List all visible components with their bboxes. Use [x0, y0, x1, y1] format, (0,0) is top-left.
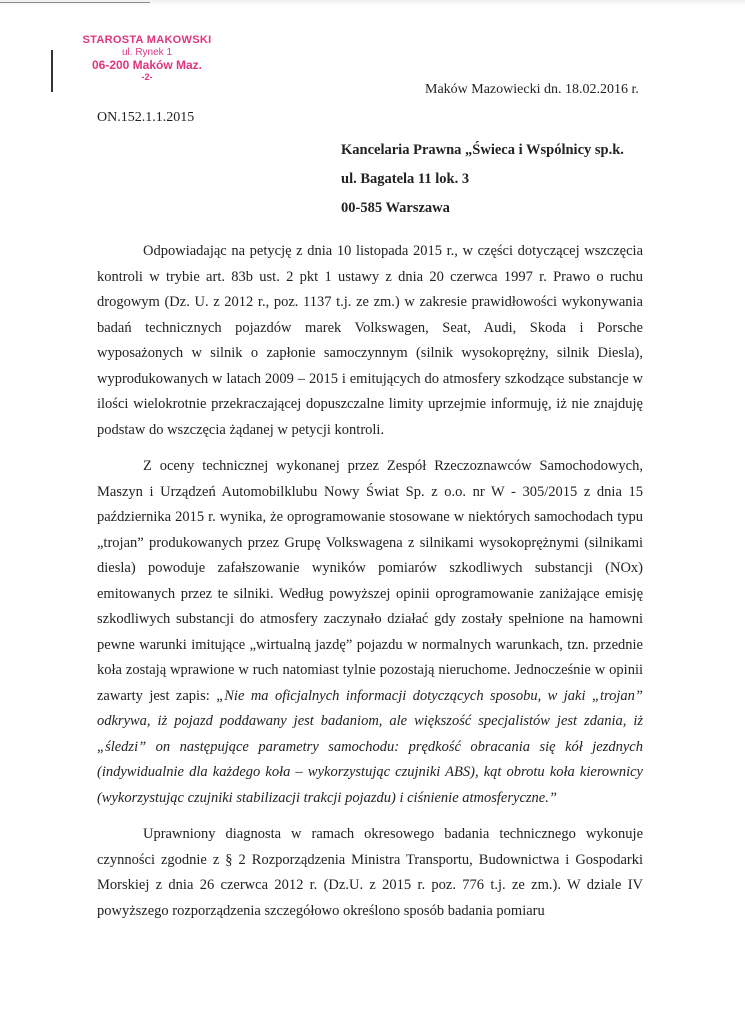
- paragraph-3: Uprawniony diagnosta w ramach okresowego badania technicznego wykonuje czynności zgodnie z § 2 Rozporządzenia Ministra Transportu, Budownictwa i Gospodarki Morskiej z dnia 26 czerwca 2012 r. (Dz.U. z 2015 r. poz. 776 t.j. ze zm.). W dziale IV powyższego rozporządzenia szczegółowo określono sposób badania pomiaru: [97, 826, 643, 919]
- scan-edge: [0, 0, 745, 6]
- stamp-city: 06-200 Maków Maz.: [91, 58, 203, 72]
- letter-body: [97, 239, 643, 924]
- stamp-street: ul. Rynek 1: [121, 47, 173, 58]
- paragraph-2-text: Z oceny technicznej wykonanej przez Zespół Rzeczoznawców Samochodowych, Maszyn i Urządzeń Automobilklubu Nowy Świat Sp. z o.o. nr W - 305/2015 z dnia 15 października 2015 r. wynika, że oprogramowanie stosowane w niektórych samochodach typu „trojan” produkowanych przez Grupę Volkswagena z silnikami wysokoprężnymi (silnikami diesla) powoduje zafałszowanie wyników pomiarów szkodliwych substancji (NOx) emitowanych przez te silniki. Według powyższej opinii oprogramowanie zaniżające emisję szkodliwych substancji do atmosfery zaczynało działać gdy zostały spełnione na hamowni pewne warunki imitujące „wirtualną jazdę” pojazdu w normalnych warunkach, tzn. przednie koła zostają wprawione w ruch natomiast tylnie pozostają nieruchome. Jednocześnie w opinii zawarty jest zapis:: [97, 458, 643, 704]
- stamp-page-number: -2-: [141, 72, 153, 82]
- official-stamp: [62, 34, 232, 82]
- addressee-street: ul. Bagatela 11 lok. 3: [341, 171, 470, 187]
- paragraph-2-quote: „Nie ma oficjalnych informacji dotyczących sposobu, w jaki „trojan” odkrywa, iż pojazd poddawany jest badaniom, ale większość specjalistów jest zdania, iż „śledzi” on następujące parametry samochodu: prędkość obracania się kół jezdnych (indywidualnie dla każdego koła – wykorzystując czujniki ABS), kąt obrotu koła kierownicy (wykorzystując czujniki stabilizacji trakcji pojazdu) i ciśnienie atmosferyczne.”: [97, 687, 643, 806]
- addressee-name: Kancelaria Prawna „Świeca i Wspólnicy sp.k.: [341, 142, 624, 158]
- case-reference: ON.152.1.1.2015: [97, 110, 195, 125]
- date-line: Maków Mazowiecki dn. 18.02.2016 r.: [425, 82, 639, 97]
- scan-artifact-line: [0, 2, 150, 3]
- addressee-block: [341, 136, 624, 223]
- stamp-office-name: STAROSTA MAKOWSKI: [82, 34, 212, 46]
- addressee-city: 00-585 Warszawa: [341, 200, 450, 216]
- paragraph-1: Odpowiadając na petycję z dnia 10 listopada 2015 r., w części dotyczącej wszczęcia kontroli w trybie art. 83b ust. 2 pkt 1 ustawy z dnia 20 czerwca 1997 r. Prawo o ruchu drogowym (Dz. U. z 2012 r., poz. 1137 t.j. ze zm.) w zakresie prawidłowości wykonywania badań technicznych pojazdów marek Volkswagen, Seat, Audi, Skoda i Porsche wyposażonych w silnik o zapłonie samoczynnym (silnik wysokoprężny, silnik Diesla), wyprodukowanych w latach 2009 – 2015 i emitujących do atmosfery szkodzące substancje w ilości wielokrotnie przekraczającej dopuszczalne limity uprzejmie informuję, iż nie znajduję podstaw do wszczęcia żądanej w petycji kontroli.: [97, 243, 643, 438]
- paragraph-2: [97, 454, 643, 811]
- margin-mark: [51, 50, 53, 92]
